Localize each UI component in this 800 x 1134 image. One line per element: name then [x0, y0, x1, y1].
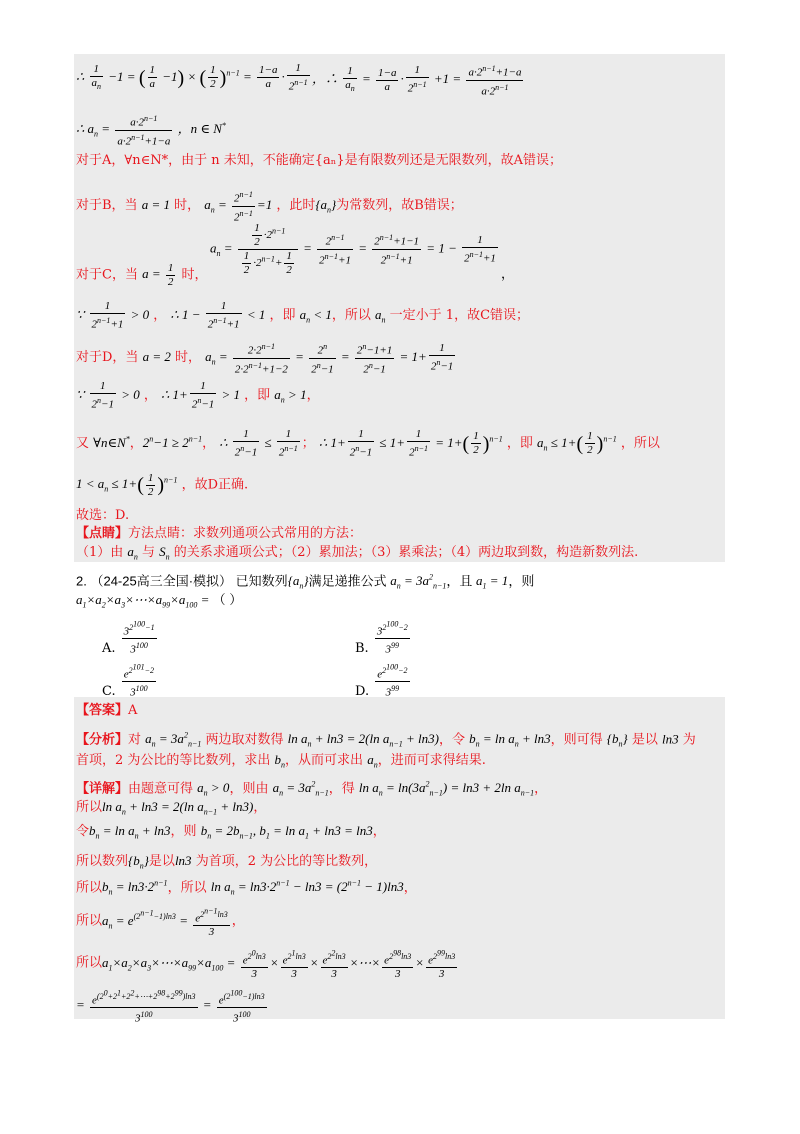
detail-line-6: 所以$a_n = e^{(2^{n-1}-1)ln3}$ = $\frac{e^{2^{n-1}ln3}}{3}$ ，: [76, 906, 245, 939]
question-2-stem: 2. （24-25高三全国·模拟） 已知数列$\{a_n\}$满足递推公式 $a_n = 3a^2_{n-1}$，且 $a_1 = 1$，则: [76, 573, 535, 591]
option-c-label: C.: [102, 684, 116, 699]
option-b-analysis: 对于B，当 a = 1 时， $a_n$ = $\frac{2^{n-1}}{2^{n-1}}$ =1 ，此时$\{a_n\}$为常数列，故B错误；: [76, 190, 463, 224]
option-d-conclusion: $1 < a_n \le 1+$( $\frac{1}{2}$ )$^{n-1}$ ，故D正确.: [76, 472, 249, 498]
option-c[interactable]: C. $\frac{e^{2^{101}-2}}{3^{100}}$: [102, 662, 155, 699]
option-d-intro: 对于D，当 a = 2 时， $a_n$ = $\frac{2\cdot 2^{n-1}}{2\cdot 2^{n-1}+1-2}$ = $\frac{2^n}{2^n-1}$ = $\frac{2^n-1+1}{2^n-1}$ = 1+ $\frac{1}{2^n-1}$: [76, 342, 454, 376]
option-c-formula: $a_n$ = $\frac{1}{2}$ $\cdot 2^{n-1}$ $\frac{1}{2}$ $\cdot 2^{n-1}+$ $\frac{1}{2}$ = $\frac{2^{n-1}}{2^{n-1}+1}$ = $\frac{2^{n-1}+1-1}{2^{n-1}+1}$ = 1 − $\frac{1}{2^{n-1}+1}$: [210, 222, 496, 276]
option-d-label: D.: [355, 684, 370, 699]
option-b-label: B.: [355, 641, 369, 656]
detail-line-5: 所以$b_n = \ln 3\cdot 2^{n-1}$，所以 $\ln a_n = \ln 3\cdot 2^{n-1} - \ln 3 = (2^{n-1} - 1)\ln 3$，: [76, 879, 417, 897]
formula-1b: ，∴ $\frac{1}{a_n}$ = $\frac{1-a}{a}$ · $\frac{1}{2^{n-1}}$ +1 = $\frac{a\cdot 2^{n-1}+1-a}{a\cdot 2^{n-1}}$: [312, 64, 522, 98]
option-c-intro: 对于C，当 a = $\frac{1}{2}$ 时， ，: [76, 262, 515, 288]
detail-line-1: 【详解】由题意可得 $a_n > 0$，则由 $a_n = 3a^2_{n-1}$，得 $\ln a_n = \ln(3a^2_{n-1}) = \ln 3 + 2\ln$ $a_{n-1}$，: [76, 780, 548, 798]
option-a[interactable]: A. $\frac{3^{2^{100}-1}}{3^{100}}$: [102, 619, 155, 656]
analysis-line-2: 首项，2 为公比的等比数列，求出 $b_n$，从而可求出 $a_n$，进而可求得结果.: [76, 752, 486, 770]
answer-line: [76, 703, 137, 719]
tip-text: 方法点睛：求数列通项公式常用的方法：: [128, 526, 363, 541]
detail-line-7: 所以$a_1\times a_2\times a_3\times\cdots\times a_{99}\times a_{100}$ = $\frac{e^{2^0ln3}}{3}$ × $\frac{e^{2^1ln3}}{3}$ × $\frac{e^{2^2ln3}}{3}$ ×⋯× $\frac{e^{2^{98}ln3}}{3}$ × $\frac{e^{2^{99}ln3}}{3}$: [76, 948, 456, 981]
formula-2: ∴ $a_n$ = $\frac{a\cdot 2^{n-1}}{a\cdot 2^{n-1}+1-a}$ ，n ∈ N*: [76, 114, 226, 148]
option-c-conclusion: ∵ $\frac{1}{2^{n-1}+1}$ > 0 ， ∴ 1 − $\frac{1}{2^{n-1}+1}$ < 1 ，即 $a_n < 1$，所以 $a_n$ 一定小于 1，故C错误；: [76, 300, 530, 331]
question-number: 2.: [76, 573, 87, 589]
answer-value: A: [128, 703, 138, 718]
option-d-step-2: ∵ $\frac{1}{2^n-1}$ > 0 ， ∴ 1+ $\frac{1}{2^n-1}$ > 1 ，即 $a_n > 1$，: [76, 380, 320, 411]
option-a-label: A.: [102, 641, 116, 656]
detail-line-2: 所以$\ln a_n + \ln 3 = 2(\ln$ $a_{n-1} + \ln 3$)，: [76, 799, 267, 817]
answer-label: 【答案】: [76, 703, 129, 718]
analysis-line-1: 【分析】对 $a_n = 3a^2_{n-1}$ 两边取对数得 $\ln a_n + \ln 3 = 2(\ln$ $a_{n-1} + \ln 3$)，令 $b_n = \ln a_n + \ln 3$，则可得 $\{b_n\}$ 是以 ln3 为: [76, 731, 696, 749]
tip-label: 【点睛】: [76, 526, 129, 541]
final-choice: 故选：D.: [76, 508, 130, 523]
option-b[interactable]: B. $\frac{3^{2^{100}-2}}{3^{99}}$: [355, 619, 408, 656]
tip-methods: （1）由 $a_n$ 与 $S_n$ 的关系求通项公式；（2）累加法；（3）累乘法；（4）两边取到数，构造新数列法.: [76, 544, 639, 562]
option-d-step-3: 又 ∀n∈N*，$2^n-1 \ge 2^{n-1}$， ∴ $\frac{1}{2^n-1}$ ≤ $\frac{1}{2^{n-1}}$ ； ∴ 1+ $\frac{1}{2^n-1}$ ≤ 1+ $\frac{1}{2^{n-1}}$ = 1+( $\frac{1}{2}$ )$^{n-1}$ ，即 $a_n \le 1+$( $\frac{1}{2}$ )$^{n-1}$ ，所以: [76, 428, 660, 459]
option-d[interactable]: D. $\frac{e^{2^{100}-2}}{3^{99}}$: [355, 662, 408, 699]
tip-line: [76, 526, 362, 542]
answer-blank: （ ）: [212, 592, 243, 607]
question-source: （24-25高三全国·模拟）: [90, 573, 233, 589]
detail-line-8: = $\frac{e^{(2^0+2^1+2^2+\cdots+2^{98}+2^{99})ln3}}{3^{100}}$ = $\frac{e^{(2^{100}-1)ln3}}{3^{100}}$: [76, 988, 265, 1025]
formula-1a: ∴ $\frac{1}{a_n}$ −1 = ( $\frac{1}{a}$ −1) × ( $\frac{1}{2}$ )$^{n-1}$ = $\frac{1-a}{a}$ · $\frac{1}{2^{n-1}}$: [76, 62, 308, 93]
detail-line-4: 所以数列$\{b_n\}$是以ln3 为首项，2 为公比的等比数列，: [76, 853, 378, 871]
option-a-analysis: 对于A，∀n∈N*，由于 n 未知，不能确定{aₙ}是有限数列还是无限数列，故A错误；: [76, 153, 563, 168]
question-2-product: $a_1\times a_2\times a_3\times\cdots\times a_{99}\times a_{100}$ = （ ）: [76, 592, 243, 610]
detail-line-3: 令$b_n = \ln a_n + \ln 3$，则 $b_n = 2b_{n-1}$, $b_1 = \ln a_1 + \ln 3 = \ln 3$，: [76, 823, 386, 841]
